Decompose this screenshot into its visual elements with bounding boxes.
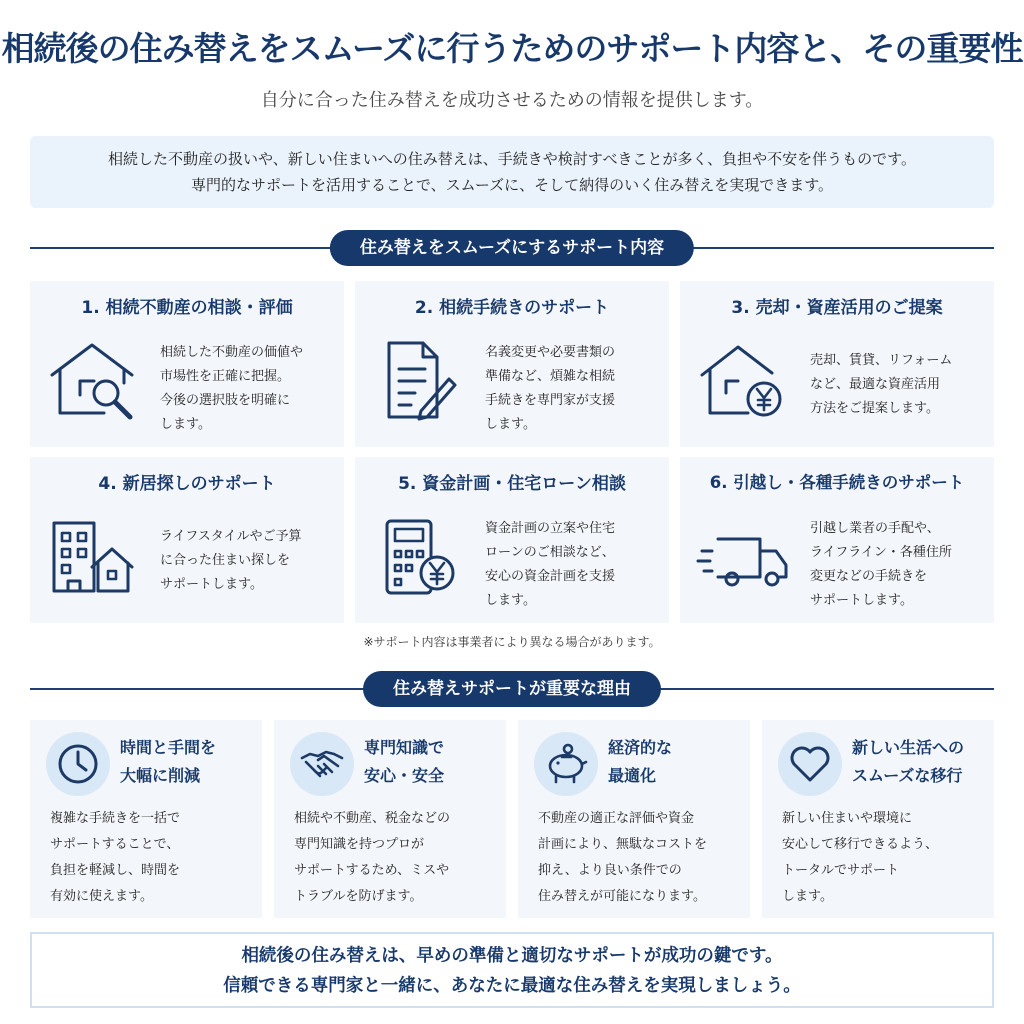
handshake-icon	[290, 732, 354, 796]
reason-card-3	[518, 720, 750, 918]
page-title: 相続後の住み替えをスムーズに行うためのサポート内容と、その重要性	[1, 29, 1023, 68]
document-pen-icon	[371, 339, 467, 423]
support-card-text: 引越し業者の手配や、 ライフライン・各種住所 変更などの手続きを サポートします。	[810, 521, 952, 608]
support-card-text: 売却、賃貸、リフォーム など、最適な資産活用 方法をご提案します。	[810, 353, 953, 416]
footer-line-1: 相続後の住み替えは、早めの準備と適切なサポートが成功の鍵です。	[241, 946, 783, 966]
moving-truck-icon	[696, 515, 792, 599]
reason-card-text: 新しい住まいや環境に 安心して移行できるよう、 トータルでサポート します。	[782, 811, 939, 904]
support-card-5	[355, 457, 669, 623]
support-card-text: 相続した不動産の価値や 市場性を正確に把握。 今後の選択肢を明確に します。	[160, 345, 304, 432]
support-heading-label: 住み替えをスムーズにするサポート内容	[330, 230, 694, 266]
support-card-title: 5. 資金計画・住宅ローン相談	[398, 474, 626, 494]
support-card-3	[680, 281, 994, 447]
reason-card-text: 不動産の適正な評価や資金 計画により、無駄なコストを 抑え、より良い条件での 住み替えが可能になります。	[538, 811, 708, 904]
heart-icon	[778, 732, 842, 796]
support-section-heading	[30, 230, 994, 266]
support-card-title: 1. 相続不動産の相談・評価	[81, 298, 293, 318]
buildings-icon	[46, 515, 142, 599]
reasons-heading-label: 住み替えサポートが重要な理由	[363, 671, 661, 707]
reason-card-2	[274, 720, 506, 918]
reason-card-1	[30, 720, 262, 918]
support-note: ※サポート内容は事業者により異なる場合があります。	[363, 635, 661, 649]
support-card-text: ライフスタイルやご予算 に合った住まい探しを サポートします。	[160, 529, 302, 592]
footer-message	[30, 932, 994, 1008]
piggy-bank-icon	[534, 732, 598, 796]
support-card-title: 4. 新居探しのサポート	[98, 474, 276, 494]
reason-card-title: 経済的な 最適化	[608, 738, 673, 785]
intro-line-2: 専門的なサポートを活用することで、スムーズに、そして納得のいく住み替えを実現できます。	[190, 176, 833, 194]
reasons-section-heading	[30, 671, 994, 707]
calculator-yen-icon	[371, 515, 467, 599]
support-card-4	[30, 457, 344, 623]
reason-card-title: 時間と手間を 大幅に削減	[120, 738, 217, 785]
support-card-title: 6. 引越し・各種手続きのサポート	[709, 473, 965, 492]
support-card-6	[680, 457, 994, 623]
reason-card-title: 専門知識で 安心・安全	[364, 738, 445, 785]
reason-card-text: 複雑な手続きを一括で サポートすることで、 負担を軽減し、時間を 有効に使えます。	[50, 811, 181, 904]
support-card-text: 名義変更や必要書類の 準備など、煩雑な相続 手続きを専門家が支援 します。	[485, 345, 616, 432]
support-card-1	[30, 281, 344, 447]
reason-card-title: 新しい生活への スムーズな移行	[852, 738, 965, 785]
house-yen-icon	[696, 339, 792, 423]
reason-card-4	[762, 720, 994, 918]
page-subtitle: 自分に合った住み替えを成功させるための情報を提供します。	[260, 90, 764, 111]
intro-line-1: 相続した不動産の扱いや、新しい住まいへの住み替えは、手続きや検討すべきことが多く、負担や不安を伴うものです。	[108, 150, 916, 168]
support-card-text: 資金計画の立案や住宅 ローンのご相談など、 安心の資金計画を支援 します。	[485, 521, 616, 608]
intro-box	[30, 136, 994, 208]
support-card-title: 3. 売却・資産活用のご提案	[731, 298, 943, 318]
reason-card-text: 相続や不動産、税金などの 専門知識を持つプロが サポートするため、ミスや トラブルを防げます。	[294, 811, 451, 904]
clock-icon	[46, 732, 110, 796]
footer-line-2: 信頼できる専門家と一緒に、あなたに最適な住み替えを実現しましょう。	[223, 976, 801, 996]
support-card-2	[355, 281, 669, 447]
house-magnifier-icon	[46, 339, 142, 423]
support-card-title: 2. 相続手続きのサポート	[414, 298, 610, 318]
